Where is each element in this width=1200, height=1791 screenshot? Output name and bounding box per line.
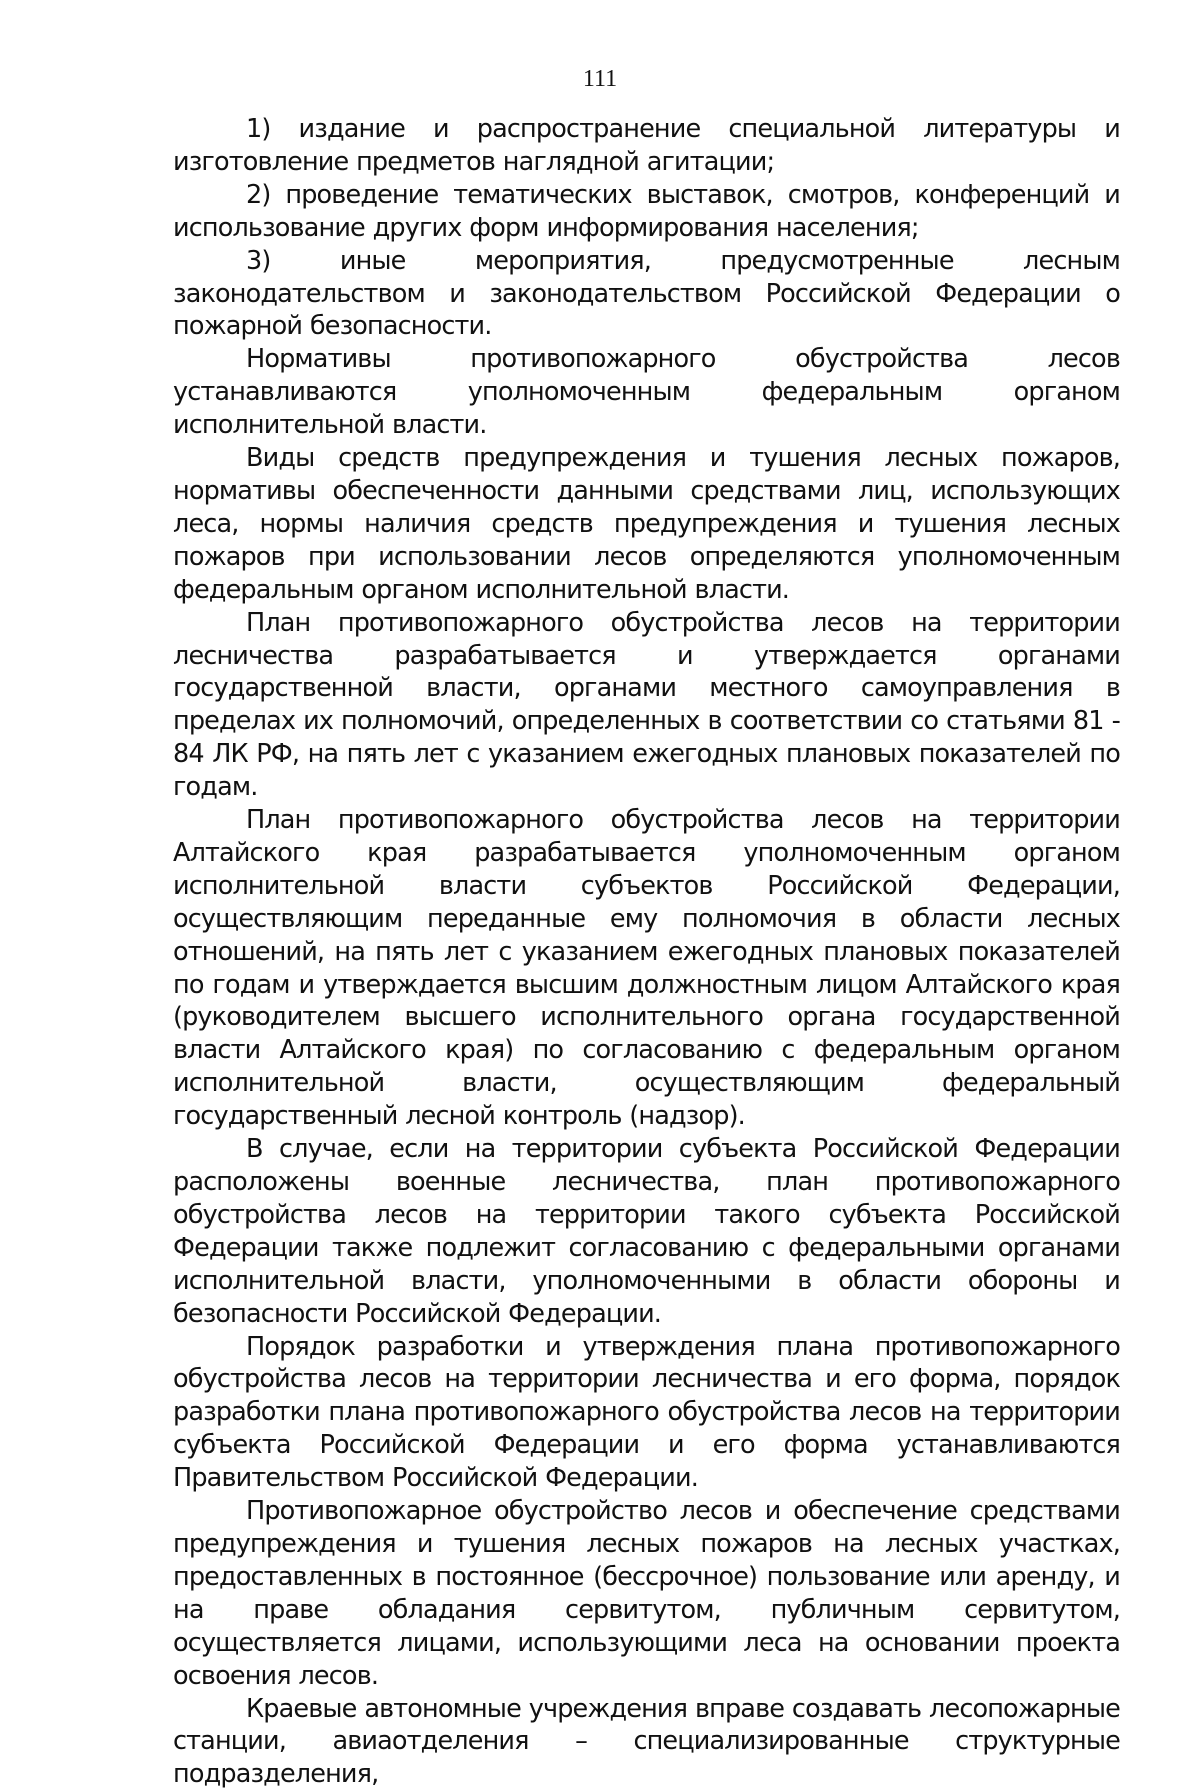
paragraph-item-2-exhibitions: 2) проведение тематических выставок, смотров, конференций и использование других форм информирования населения;	[173, 179, 1120, 245]
paragraph-autonomous-institutions: Краевые автономные учреждения вправе создавать лесопожарные станции, авиаотделения – специализированные структурные подразделения,	[173, 1693, 1120, 1791]
paragraph-fire-standards: Нормативы противопожарного обустройства лесов устанавливаются уполномоченным федеральным органом исполнительной власти.	[173, 343, 1120, 442]
paragraph-military-forestry: В случае, если на территории субъекта Российской Федерации расположены военные лесничества, план противопожарного обустройства лесов на территории такого субъекта Российской Федерации также подлежит согласованию с федеральными органами исполнительной власти, уполномоченными в области обороны и безопасности Российской Федерации.	[173, 1133, 1120, 1330]
paragraph-item-1-publications: 1) издание и распространение специальной литературы и изготовление предметов наглядной агитации;	[173, 113, 1120, 179]
page-number: 111	[0, 66, 1200, 93]
paragraph-forestry-plan: План противопожарного обустройства лесов на территории лесничества разрабатывается и утверждается органами государственной власти, органами местного самоуправления в пределах их полномочий, определенных в соответствии со статьями 81 - 84 ЛК РФ, на пять лет с указанием ежегодных плановых показателей по годам.	[173, 607, 1120, 804]
paragraph-fire-arrangement: Противопожарное обустройство лесов и обеспечение средствами предупреждения и тушения лесных пожаров на лесных участках, предоставленных в постоянное (бессрочное) пользование или аренду, и на праве обладания сервитутом, публичным сервитутом, осуществляется лицами, использующими леса на основании проекта освоения лесов.	[173, 1495, 1120, 1692]
paragraph-item-3-other-measures: 3) иные мероприятия, предусмотренные лесным законодательством и законодательством Российской Федерации о пожарной безопасности.	[173, 245, 1120, 344]
paragraph-plan-procedure: Порядок разработки и утверждения плана противопожарного обустройства лесов на территории лесничества и его форма, порядок разработки плана противопожарного обустройства лесов на территории субъекта Российской Федерации и его форма устанавливаются Правительством Российской Федерации.	[173, 1331, 1120, 1496]
document-body	[173, 113, 1120, 1791]
paragraph-fire-means: Виды средств предупреждения и тушения лесных пожаров, нормативы обеспеченности данными средствами лиц, использующих леса, нормы наличия средств предупреждения и тушения лесных пожаров при использовании лесов определяются уполномоченным федеральным органом исполнительной власти.	[173, 442, 1120, 607]
paragraph-altai-plan: План противопожарного обустройства лесов на территории Алтайского края разрабатывается уполномоченным органом исполнительной власти субъектов Российской Федерации, осуществляющим переданные ему полномочия в области лесных отношений, на пять лет с указанием ежегодных плановых показателей по годам и утверждается высшим должностным лицом Алтайского края (руководителем высшего исполнительного органа государственной власти Алтайского края) по согласованию с федеральным органом исполнительной власти, осуществляющим федеральный государственный лесной контроль (надзор).	[173, 804, 1120, 1133]
